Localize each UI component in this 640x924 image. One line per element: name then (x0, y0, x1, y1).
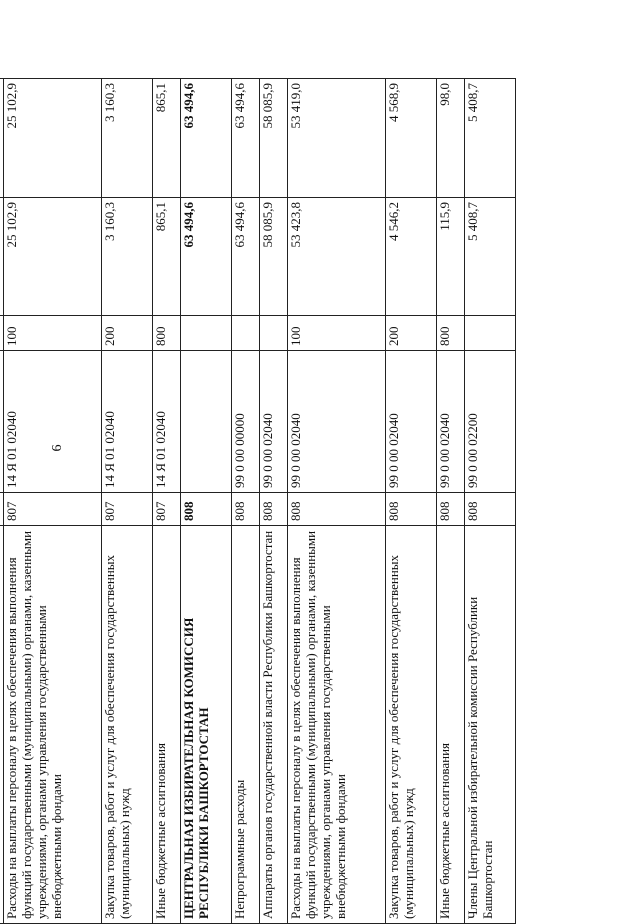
table-row-section-heading (180, 79, 231, 924)
row-amount-1: 63 494,6 (231, 198, 259, 316)
page-number: 6 (50, 444, 65, 452)
row-expense-type (259, 316, 287, 351)
row-target-code: 14 Я 01 02040 (3, 351, 101, 493)
row-name: Члены Центральной избирательной комиссии Республики Башкортостан (464, 526, 515, 924)
row-amount-2: 865,1 (152, 79, 180, 198)
row-target-code: 99 0 00 02040 (436, 351, 464, 493)
row-amount-2: 53 419,0 (287, 79, 385, 198)
table-row (436, 79, 464, 924)
table-row (101, 79, 152, 924)
table-row (152, 79, 180, 924)
table-row (231, 79, 259, 924)
row-name: Закупка товаров, работ и услуг для обеспечения государственных (муниципальных) нужд (101, 526, 152, 924)
row-ministry-code: 808 (385, 493, 436, 526)
row-amount-1: 25 102,9 (3, 198, 101, 316)
row-amount-2: 3 160,3 (101, 79, 152, 198)
row-target-code: 99 0 00 02200 (464, 351, 515, 493)
row-expense-type: 100 (287, 316, 385, 351)
budget-table (0, 78, 516, 924)
row-target-code: 99 0 00 02040 (385, 351, 436, 493)
row-ministry-code: 808 (436, 493, 464, 526)
row-ministry-code: 808 (231, 493, 259, 526)
row-ministry-code: 808 (180, 493, 231, 526)
table-row (3, 79, 101, 924)
row-amount-1: 58 085,9 (259, 198, 287, 316)
row-expense-type (231, 316, 259, 351)
row-ministry-code: 807 (3, 493, 101, 526)
row-amount-1: 4 546,2 (385, 198, 436, 316)
row-name: ЦЕНТРАЛЬНАЯ ИЗБИРАТЕЛЬНАЯ КОМИССИЯ РЕСПУБЛИКИ БАШКОРТОСТАН (180, 526, 231, 924)
row-ministry-code: 807 (152, 493, 180, 526)
row-amount-1: 53 423,8 (287, 198, 385, 316)
table-row (385, 79, 436, 924)
row-expense-type: 800 (436, 316, 464, 351)
table-body (0, 79, 516, 924)
row-expense-type: 100 (3, 316, 101, 351)
row-name: Расходы на выплаты персоналу в целях обеспечения выполнения функций государственными (муниципальными) органами, казенными учреждениями, органами управления государственными внебюджетными фондами (287, 526, 385, 924)
row-amount-1: 3 160,3 (101, 198, 152, 316)
row-amount-1: 865,1 (152, 198, 180, 316)
row-amount-2: 5 408,7 (464, 79, 515, 198)
row-name: Непрограммные расходы (231, 526, 259, 924)
row-target-code: 99 0 00 02040 (259, 351, 287, 493)
row-expense-type (464, 316, 515, 351)
row-amount-2: 58 085,9 (259, 79, 287, 198)
row-expense-type: 200 (385, 316, 436, 351)
row-ministry-code: 808 (259, 493, 287, 526)
rotated-table-container (0, 79, 516, 924)
row-expense-type: 800 (152, 316, 180, 351)
row-amount-2: 25 102,9 (3, 79, 101, 198)
row-amount-1: 115,9 (436, 198, 464, 316)
row-target-code: 99 0 00 02040 (287, 351, 385, 493)
table-row (259, 79, 287, 924)
row-name: Закупка товаров, работ и услуг для обеспечения государственных (муниципальных) нужд (385, 526, 436, 924)
row-target-code: 14 Я 01 02040 (101, 351, 152, 493)
row-ministry-code: 808 (287, 493, 385, 526)
row-amount-2: 63 494,6 (180, 79, 231, 198)
row-amount-1: 5 408,7 (464, 198, 515, 316)
row-target-code: 99 0 00 00000 (231, 351, 259, 493)
row-amount-1: 63 494,6 (180, 198, 231, 316)
row-amount-2: 4 568,9 (385, 79, 436, 198)
row-amount-2: 63 494,6 (231, 79, 259, 198)
row-target-code (180, 351, 231, 493)
row-amount-2: 98,0 (436, 79, 464, 198)
row-name: Аппараты органов государственной власти Республики Башкортостан (259, 526, 287, 924)
table-row (464, 79, 515, 924)
row-name: Расходы на выплаты персоналу в целях обеспечения выполнения функций государственными (муниципальными) органами, казенными учреждениями, органами управления государственными внебюджетными фондами (3, 526, 101, 924)
row-expense-type (180, 316, 231, 351)
row-name: Иные бюджетные ассигнования (152, 526, 180, 924)
row-ministry-code: 808 (464, 493, 515, 526)
table-row (287, 79, 385, 924)
row-ministry-code: 807 (101, 493, 152, 526)
row-name: Иные бюджетные ассигнования (436, 526, 464, 924)
row-expense-type: 200 (101, 316, 152, 351)
row-target-code: 14 Я 01 02040 (152, 351, 180, 493)
